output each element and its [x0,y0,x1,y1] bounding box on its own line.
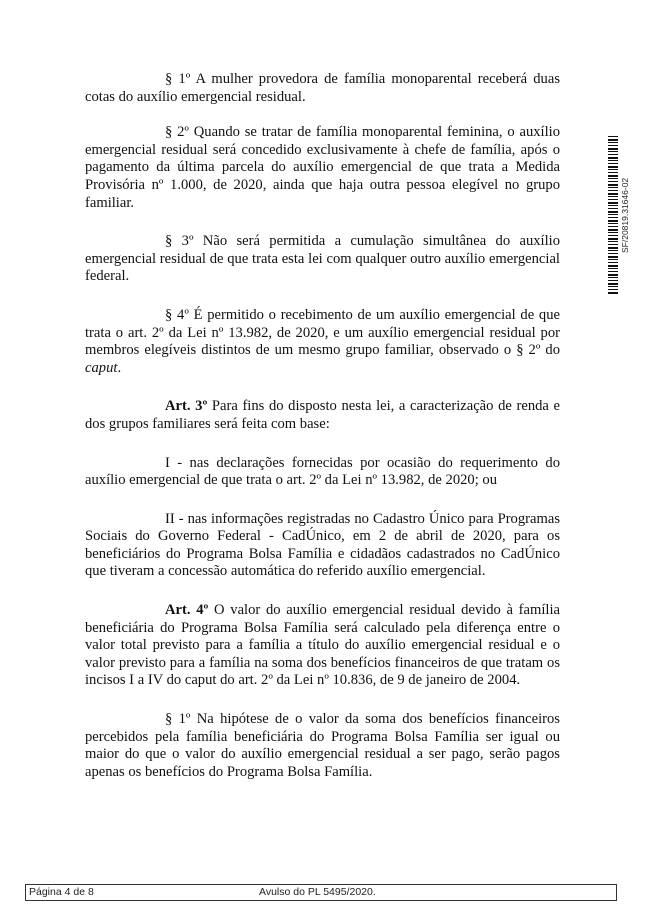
paragraph-1: § 1º A mulher provedora de família monoparental receberá duas cotas do auxílio emergencial residual. [85,71,560,105]
inciso-1: I - nas declarações fornecidas por ocasião do requerimento do auxílio emergencial de que trata o art. 2º da Lei nº 13.982, de 2020; ou [85,454,560,489]
page-number: Página 4 de 8 [29,886,94,898]
paragraph-4 [85,307,560,377]
inciso-2: II - nas informações registradas no Cadastro Único para Programas Sociais do Governo Federal - CadÚnico, em 2 de abril de 2020, para os beneficiários do Programa Bolsa Família e cidadãos cadastrados no CadÚnico que tiveram a concessão automática do referido auxílio emergencial. [85,510,560,580]
article-4-text: O valor do auxílio emergencial residual devido à família beneficiária do Programa Bolsa Família será calculado pela diferença entre o valor total previsto para a família a título do auxílio emergencial residual e o valor previsto para a família na soma dos benefícios financeiros de que tratam os incisos I a IV do caput do art. 2º da Lei nº 10.836, de 9 de janeiro de 2004. [85,602,560,689]
paragraph-4-end: . [117,359,122,376]
article-4-paragraph-1: § 1º Na hipótese de o valor da soma dos benefícios financeiros percebidos pela família beneficiária do Programa Bolsa Família ser igual ou maior do que o valor do auxílio emergencial residual a ser pago, serão pagos apenas os benefícios do Programa Bolsa Família. [85,711,560,780]
document-body [85,71,560,802]
article-4 [85,602,560,690]
article-3-text: Para fins do disposto nesta lei, a caracterização de renda e dos grupos familiares será feita com base: [85,398,560,432]
paragraph-3: § 3º Não será permitida a cumulação simultânea do auxílio emergencial residual de que trata esta lei com qualquer outro auxílio emergencial federal. [85,233,560,285]
page-footer [25,884,617,901]
caput-italic: caput [85,359,118,376]
barcode-stamp [606,136,636,294]
paragraph-4-text: § 4º É permitido o recebimento de um auxílio emergencial de que trata o art. 2º da Lei nº 13.982, de 2020, e um auxílio emergencial residual por membros elegíveis distintos de um mesmo grupo familiar, observado o § 2º do [85,306,560,359]
barcode-code: SF/20819.31646-02 [620,177,630,253]
avulso-label: Avulso do PL 5495/2020. [259,886,376,898]
article-3-label: Art. 3º [165,398,208,415]
article-4-label: Art. 4º [165,602,209,619]
article-3 [85,398,560,433]
barcode-bars [608,136,618,294]
paragraph-2: § 2º Quando se tratar de família monoparental feminina, o auxílio emergencial residual será concedido exclusivamente à chefe de família, após o pagamento da última parcela do auxílio emergencial de que trata a Medida Provisória nº 1.000, de 2020, ainda que haja outra pessoa elegível no grupo familiar. [85,124,560,211]
